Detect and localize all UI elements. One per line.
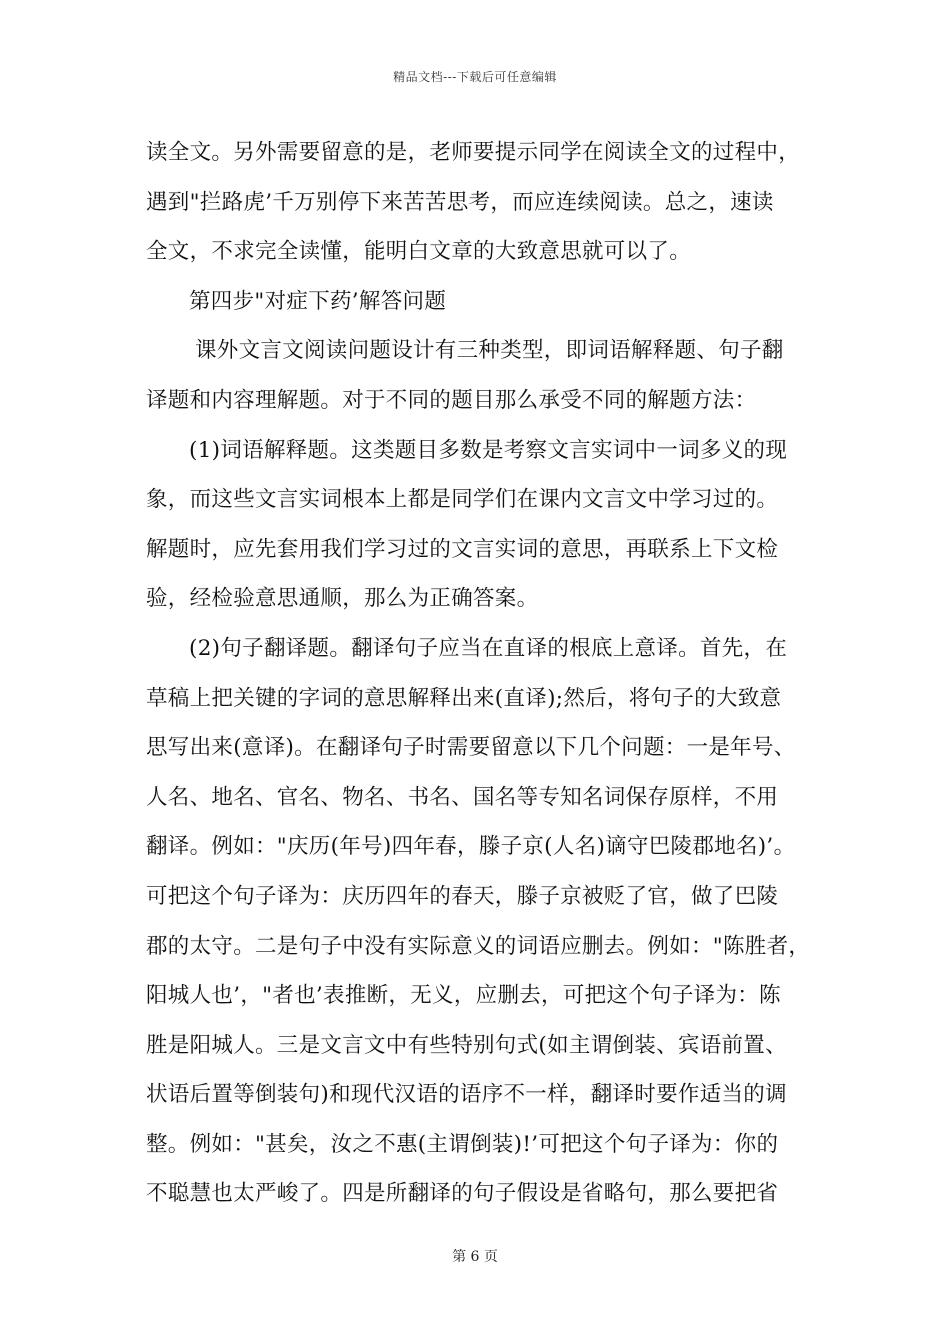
paragraph-start-line: 课外文言文阅读问题设计有三种类型，即词语解释题、句子翻 [195, 338, 784, 364]
section-heading: 第四步"对症下药’解答问题 [189, 288, 447, 314]
body-line: 不聪慧也太严峻了。四是所翻译的句子假设是省略句，那么要把省 [146, 1181, 779, 1207]
body-line: 人名、地名、官名、物名、书名、国名等专知名词保存原样，不用 [146, 784, 779, 810]
body-line: 象，而这些文言实词根本上都是同学们在课内文言文中学习过的。 [146, 487, 779, 513]
body-line: 解题时，应先套用我们学习过的文言实词的意思，再联系上下文检 [146, 536, 779, 562]
body-line: 译题和内容理解题。对于不同的题目那么承受不同的解题方法： [146, 387, 757, 413]
paragraph-start-line: (1)词语解释题。这类题目多数是考察文言实词中一词多义的现 [189, 437, 788, 463]
body-line: 验，经检验意思通顺，那么为正确答案。 [146, 586, 539, 612]
body-line: 阳城人也’，"者也’表推断，无义，应删去，可把这个句子译为：陈 [146, 983, 781, 1009]
body-line: 郡的太守。二是句子中没有实际意义的词语应删去。例如："陈胜者， [146, 933, 811, 959]
paragraph-start-line: (2)句子翻译题。翻译句子应当在直译的根底上意译。首先，在 [189, 635, 788, 661]
body-line: 全文，不求完全读懂，能明白文章的大致意思就可以了。 [146, 239, 692, 265]
body-line: 思写出来(意译)。在翻译句子时需要留意以下几个问题：一是年号、 [146, 735, 796, 761]
page-number: 第 6 页 [452, 1249, 498, 1265]
body-line: 可把这个句子译为：庆历四年的春天，滕子京被贬了官，做了巴陵 [146, 883, 779, 909]
body-line: 草稿上把关键的字词的意思解释出来(直译);然后，将句子的大致意 [146, 685, 782, 711]
body-line: 状语后置等倒装句)和现代汉语的语序不一样，翻译时要作适当的调 [146, 1082, 787, 1108]
document-body [146, 128, 830, 1219]
body-line: 读全文。另外需要留意的是，老师要提示同学在阅读全文的过程中， [146, 140, 801, 165]
page-header: 精品文档---下载后可任意编辑 [393, 70, 557, 84]
body-line: 翻译。例如："庆历(年号)四年春，滕子京(人名)谪守巴陵郡地名)’。 [146, 834, 796, 860]
body-line: 遇到"拦路虎’千万别停下来苦苦思考，而应连续阅读。总之，速读 [146, 189, 774, 215]
body-line: 胜是阳城人。三是文言文中有些特别句式(如主谓倒装、宾语前置、 [146, 1032, 787, 1058]
body-line: 整。例如："甚矣，汝之不惠(主谓倒装)!’可把这个句子译为：你的 [146, 1131, 779, 1157]
